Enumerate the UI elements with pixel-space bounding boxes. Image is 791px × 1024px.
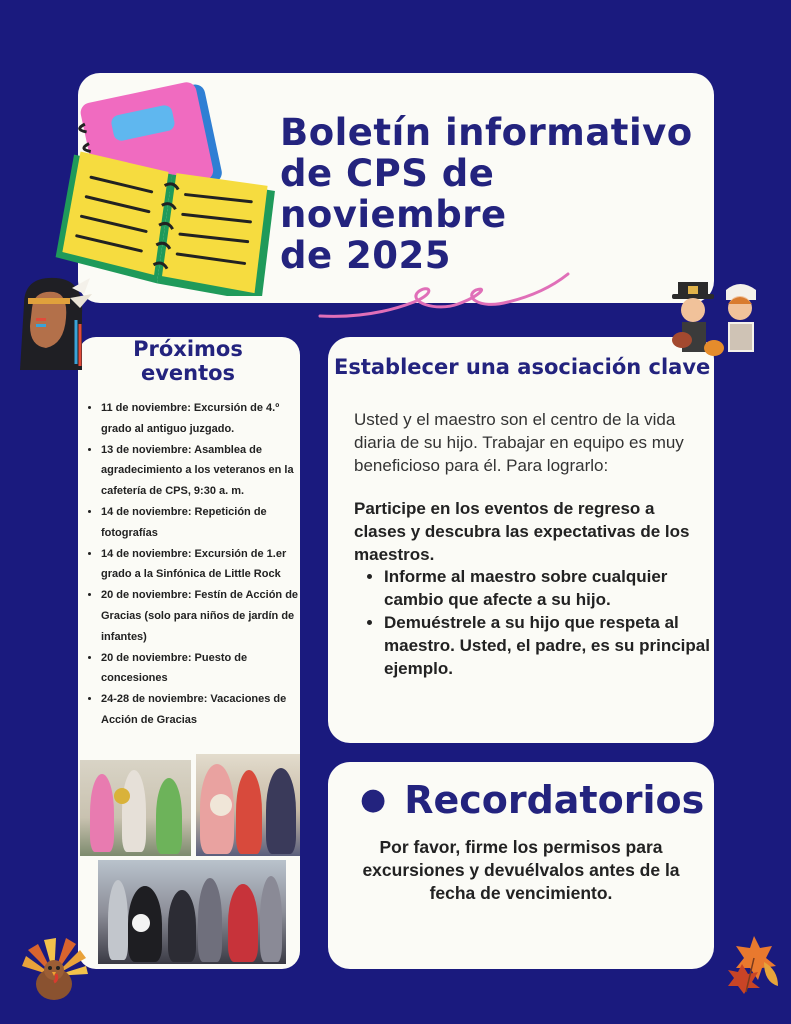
event-item: • 11 de noviembre: Excursión de 4.º grado al antiguo juzgado. (101, 398, 315, 440)
reminders-heading (360, 778, 705, 822)
event-item: • 14 de noviembre: Repetición de fotografías (101, 502, 315, 544)
title-line-3: de 2025 (280, 234, 451, 277)
event-item: • 24-28 de noviembre: Vacaciones de Acción de Gracias (101, 689, 315, 731)
ribbon-swirl (318, 272, 578, 332)
partnership-heading: Establecer una asociación clave (334, 355, 711, 379)
events-list (82, 398, 315, 731)
newsletter-title (280, 112, 700, 276)
event-item: • 14 de noviembre: Excursión de 1.er grado a la Sinfónica de Little Rock (101, 544, 315, 586)
partnership-highlight: Participe en los eventos de regreso a clases y descubra las expectativas de los maestros. (354, 499, 690, 564)
native-girl-illustration (10, 274, 96, 372)
students-photo-3 (98, 860, 286, 964)
bullet-icon: ● (360, 782, 387, 817)
events-heading: Próximos eventos (133, 337, 243, 385)
students-photo-1 (80, 760, 191, 856)
event-item: • 20 de noviembre: Festín de Acción de Gracias (solo para niños de jardín de infantes) (101, 585, 315, 647)
partnership-list (362, 565, 724, 680)
title-line-2: de CPS de noviembre (280, 152, 507, 236)
autumn-leaves-icon (724, 928, 784, 994)
partnership-bullet: • Demuéstrele a su hijo que respeta al maestro. Usted, el padre, es su principal ejemplo. (384, 611, 724, 680)
notebooks-icon (55, 76, 277, 296)
partnership-intro: Usted y el maestro son el centro de la vida diaria de su hijo. Trabajar en equipo es muy beneficioso para él. Para lograrlo: (354, 410, 684, 475)
turkey-icon (14, 936, 94, 1006)
event-item: • 20 de noviembre: Puesto de concesiones (101, 648, 315, 690)
reminders-text: Por favor, firme los permisos para excursiones y devuélvalos antes de la fecha de vencimiento. (362, 837, 680, 903)
pilgrim-kids-illustration (668, 278, 768, 360)
event-item: • 13 de noviembre: Asamblea de agradecimiento a los veteranos en la cafetería de CPS, 9:30 a. m. (101, 440, 315, 502)
title-line-1: Boletín informativo (280, 111, 693, 154)
reminders-heading-text: Recordatorios (404, 778, 705, 822)
partnership-bullet: • Informe al maestro sobre cualquier cambio que afecte a su hijo. (384, 565, 724, 611)
students-photo-2 (196, 754, 300, 856)
